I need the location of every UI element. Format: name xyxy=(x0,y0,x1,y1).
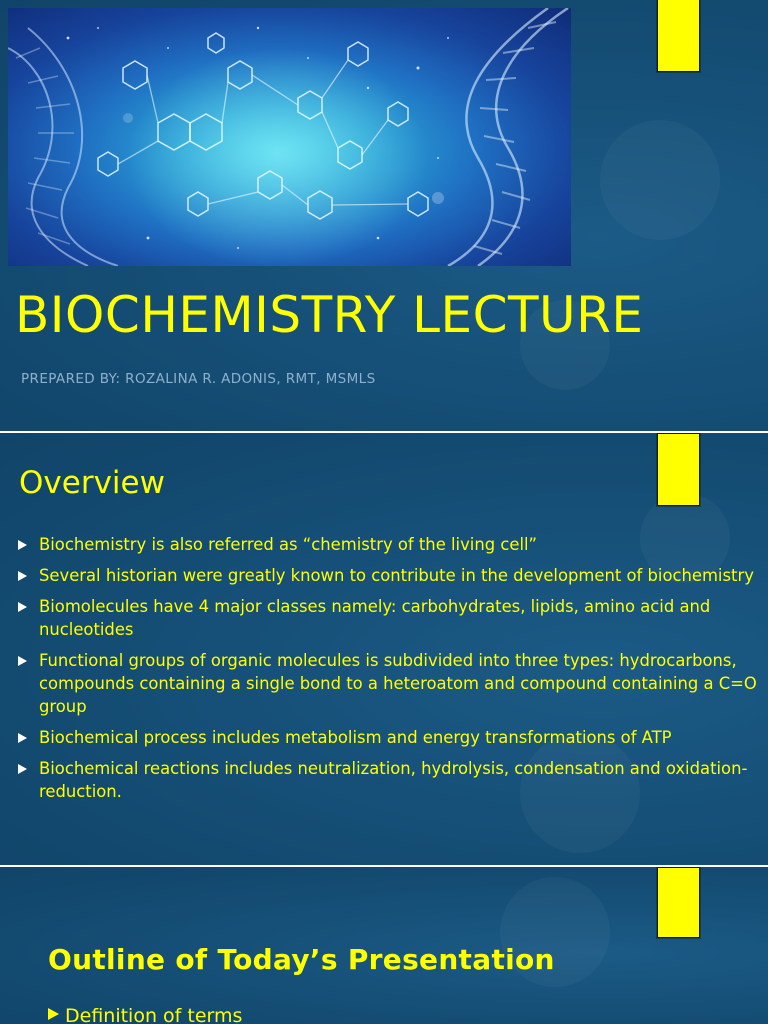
slide-overview xyxy=(0,433,768,865)
overview-bullet-list xyxy=(18,533,758,811)
bullet-arrow-icon xyxy=(18,764,27,774)
bullet-arrow-icon xyxy=(48,1008,59,1020)
slide-heading: Overview xyxy=(19,465,165,501)
bullet-text: Several historian were greatly known to contribute in the development of biochemistry xyxy=(39,566,754,585)
accent-tab xyxy=(657,867,700,938)
bullet-text: Biochemical reactions includes neutralization, hydrolysis, condensation and oxidation-reduction. xyxy=(39,759,748,801)
slide-title xyxy=(0,0,768,431)
bullet-text: Biochemical process includes metabolism and energy transformations of ATP xyxy=(39,728,672,747)
accent-tab xyxy=(657,433,700,506)
bullet-arrow-icon xyxy=(18,656,27,666)
dna-molecule-illustration xyxy=(8,8,571,266)
presentation-title: BIOCHEMISTRY LECTURE xyxy=(15,286,644,344)
presenter-subtitle: PREPARED BY: ROZALINA R. ADONIS, RMT, MSMLS xyxy=(21,371,376,387)
list-item xyxy=(18,726,758,749)
slide-heading: Outline of Today’s Presentation xyxy=(48,943,555,976)
bullet-arrow-icon xyxy=(18,733,27,743)
bullet-text: Biochemistry is also referred as “chemistry of the living cell” xyxy=(39,535,538,554)
dna-molecule-image xyxy=(8,8,571,266)
list-item xyxy=(18,757,758,803)
background-bubble xyxy=(600,120,720,240)
accent-tab xyxy=(657,0,700,72)
list-item xyxy=(48,1005,242,1024)
slide-outline xyxy=(0,867,768,1024)
outline-item-text: Definition of terms xyxy=(65,1005,243,1024)
bullet-text: Biomolecules have 4 major classes namely: carbohydrates, lipids, amino acid and nucleotides xyxy=(39,597,711,639)
bullet-arrow-icon xyxy=(18,540,27,550)
bullet-arrow-icon xyxy=(18,602,27,612)
list-item xyxy=(18,533,758,556)
list-item xyxy=(18,649,758,718)
list-item xyxy=(18,595,758,641)
list-item xyxy=(18,564,758,587)
bullet-arrow-icon xyxy=(18,571,27,581)
bullet-text: Functional groups of organic molecules is subdivided into three types: hydrocarbons, compounds containing a single bond to a heteroatom and compound containing a C=O group xyxy=(39,651,757,716)
